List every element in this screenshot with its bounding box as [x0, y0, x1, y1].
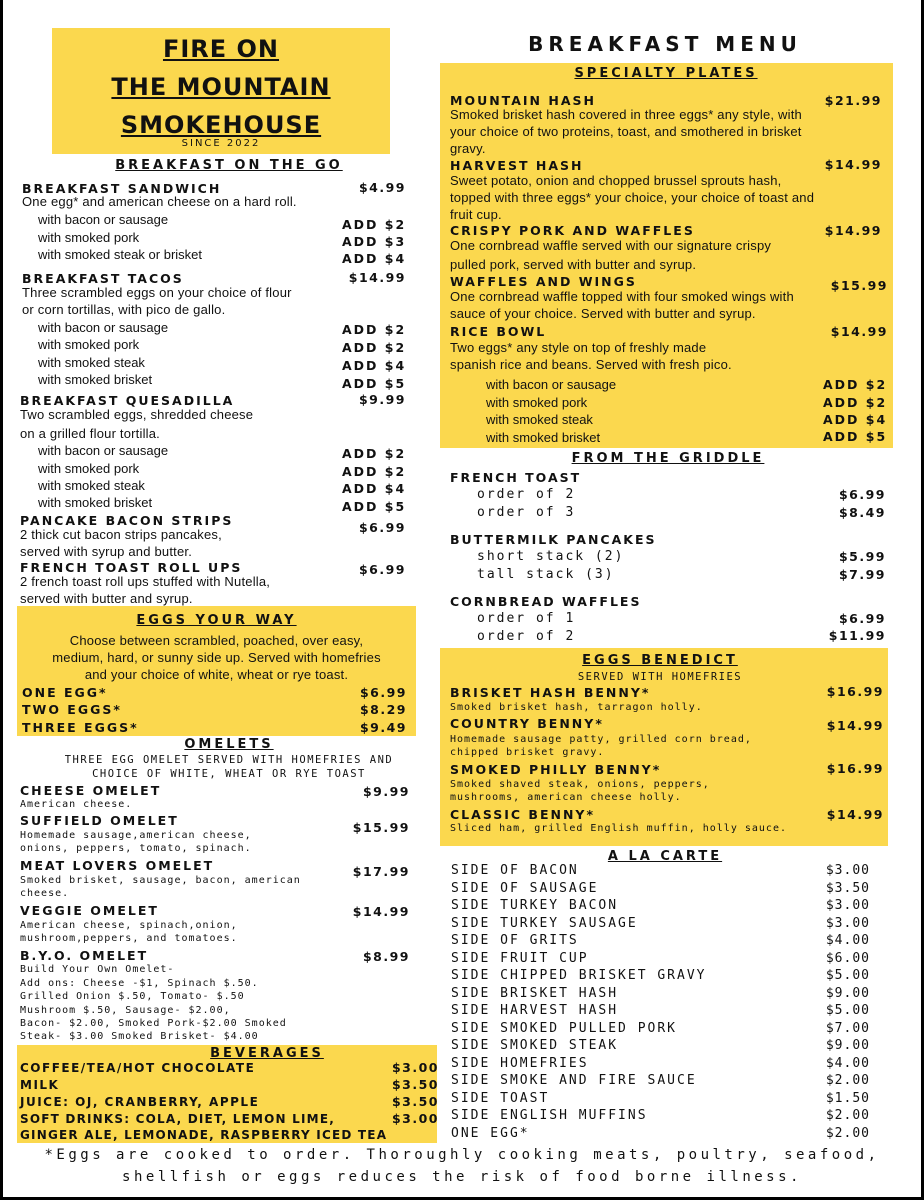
item-desc: Sliced ham, grilled English muffin, holly sauce.	[450, 823, 787, 834]
item-price: $6.99	[358, 562, 406, 577]
item-price: $17.99	[352, 864, 410, 879]
a-la-carte-item-name: SIDE SMOKED PULLED PORK	[451, 1020, 678, 1036]
option-price: ADD $3	[342, 234, 407, 249]
option-price: ADD $2	[823, 395, 888, 410]
option-label: order of 1	[477, 611, 576, 626]
item-name: MEAT LOVERS OMELET	[20, 858, 215, 873]
a-la-carte-item-name: SIDE HARVEST HASH	[451, 1003, 619, 1018]
option-price: ADD $4	[342, 481, 407, 496]
option-label: with smoked brisket	[38, 372, 153, 387]
beverage-name: MILK	[20, 1078, 60, 1092]
item-price: $9.49	[359, 720, 407, 735]
a-la-carte-item-price: $4.00	[825, 933, 870, 948]
option-price: ADD $5	[342, 376, 407, 391]
item-desc: cheese.	[20, 888, 70, 899]
item-desc: One cornbread waffle topped with four smoked wings with	[450, 289, 794, 304]
a-la-carte-item-name: SIDE SMOKED STEAK	[451, 1038, 619, 1053]
item-name: VEGGIE OMELET	[20, 903, 159, 918]
item-price: $14.99	[348, 270, 406, 285]
a-la-carte-item-price: $5.00	[825, 1003, 870, 1018]
footer-disclaimer: shellfish or eggs reduces the risk of food borne illness.	[122, 1169, 802, 1185]
a-la-carte-item-name: SIDE TURKEY SAUSAGE	[451, 915, 638, 931]
item-desc: American cheese.	[20, 799, 133, 810]
eggs-benedict-block	[440, 648, 888, 846]
a-la-carte-item-price: $5.00	[825, 968, 870, 983]
a-la-carte-item-price: $3.00	[825, 898, 870, 913]
item-desc: your choice of two proteins, toast, and smothered in brisket	[450, 124, 802, 139]
section-desc: medium, hard, or sunny side up. Served with homefries	[52, 650, 381, 665]
item-price: $8.99	[362, 949, 410, 964]
option-price: ADD $5	[823, 429, 888, 444]
item-price: $16.99	[826, 761, 884, 776]
item-name: TWO EGGS*	[22, 702, 122, 717]
beverage-price: $3.50	[391, 1094, 439, 1109]
option-price: ADD $4	[823, 412, 888, 427]
a-la-carte-item-name: SIDE HOMEFRIES	[451, 1055, 589, 1071]
a-la-carte-item-price: $1.50	[825, 1090, 870, 1106]
a-la-carte-item-name: SIDE CHIPPED BRISKET GRAVY	[451, 968, 707, 983]
item-price: $14.99	[826, 807, 884, 822]
item-price: $14.99	[824, 223, 882, 238]
item-name: SMOKED PHILLY BENNY*	[450, 762, 662, 777]
option-label: with bacon or sausage	[38, 212, 169, 227]
a-la-carte-item-price: $9.00	[825, 1038, 870, 1053]
section-header-a-la-carte: A LA CARTE	[607, 849, 723, 864]
item-name: CHEESE OMELET	[20, 783, 162, 798]
item-price: $9.99	[362, 784, 410, 799]
item-desc: Steak- $3.00 Smoked Brisket- $4.00	[20, 1031, 259, 1042]
section-header-eggs-your-way: EGGS YOUR WAY	[136, 613, 297, 628]
item-desc: Smoked brisket hash, tarragon holly.	[450, 702, 703, 713]
section-header-omelets: OMELETS	[184, 737, 274, 752]
item-price: $14.99	[826, 718, 884, 733]
a-la-carte-item-name: SIDE ENGLISH MUFFINS	[451, 1108, 648, 1123]
item-name: COUNTRY BENNY*	[450, 716, 604, 731]
item-desc: served with butter and syrup.	[20, 591, 193, 606]
option-price: $8.49	[838, 505, 886, 520]
a-la-carte-item-name: SIDE OF GRITS	[451, 933, 579, 948]
item-desc: Smoked shaved steak, onions, peppers,	[450, 779, 710, 790]
item-name: WAFFLES AND WINGS	[450, 274, 637, 289]
omelets-subtitle: CHOICE OF WHITE, WHEAT OR RYE TOAST	[92, 768, 366, 780]
a-la-carte-item-name: SIDE TURKEY BACON	[451, 898, 619, 913]
item-desc: mushroom,peppers, and tomatoes.	[20, 933, 238, 944]
item-name: HARVEST HASH	[450, 158, 584, 173]
a-la-carte-item-name: SIDE TOAST	[451, 1090, 550, 1106]
item-desc: mushrooms, american cheese holly.	[450, 792, 682, 803]
option-label: with smoked steak	[38, 355, 145, 370]
item-desc: One egg* and american cheese on a hard roll.	[22, 194, 297, 209]
logo-line-2: THE MOUNTAIN	[111, 73, 331, 101]
item-desc: sauce of your choice. Served with butter and syrup.	[450, 306, 756, 321]
logo-line-3: SMOKEHOUSE	[120, 111, 322, 139]
option-price: ADD $2	[342, 217, 407, 232]
item-name: THREE EGGS*	[22, 720, 139, 735]
option-price: ADD $2	[342, 340, 407, 355]
item-name: FRENCH TOAST	[450, 470, 582, 485]
a-la-carte-item-price: $3.50	[825, 880, 870, 896]
option-price: $7.99	[838, 567, 886, 582]
item-price: $14.99	[830, 324, 888, 339]
item-desc: Build Your Own Omelet-	[20, 964, 175, 975]
option-price: ADD $2	[342, 464, 407, 479]
option-label: with smoked pork	[38, 230, 140, 245]
logo-block	[52, 28, 390, 154]
benedict-subtitle: SERVED WITH HOMEFRIES	[577, 671, 743, 683]
section-header-on-the-go: BREAKFAST ON THE GO	[115, 158, 343, 173]
a-la-carte-item-name: SIDE OF BACON	[451, 863, 579, 878]
item-desc: Three scrambled eggs on your choice of flour	[22, 285, 292, 300]
item-name: BREAKFAST QUESADILLA	[20, 393, 235, 408]
beverage-name: COFFEE/TEA/HOT CHOCOLATE	[20, 1061, 256, 1075]
option-price: ADD $4	[342, 358, 407, 373]
item-price: $16.99	[826, 684, 884, 699]
a-la-carte-item-price: $2.00	[825, 1125, 870, 1141]
item-desc: One cornbread waffle served with our signature crispy	[450, 238, 772, 253]
option-label: with smoked brisket	[486, 430, 601, 445]
item-price: $8.29	[359, 702, 407, 717]
option-label: with smoked pork	[38, 337, 140, 352]
option-price: $6.99	[838, 611, 886, 626]
option-label: with bacon or sausage	[38, 443, 169, 458]
item-price: $6.99	[359, 685, 407, 700]
item-price: $15.99	[352, 820, 410, 835]
item-name: CORNBREAD WAFFLES	[450, 594, 642, 609]
option-label: short stack (2)	[477, 549, 625, 564]
item-desc: chipped brisket gravy.	[450, 747, 605, 758]
item-price: $4.99	[358, 180, 406, 195]
a-la-carte-item-price: $2.00	[825, 1108, 870, 1123]
a-la-carte-item-price: $3.00	[825, 915, 870, 931]
item-desc: Mushroom $.50, Sausage- $2.00,	[20, 1005, 231, 1016]
page-title: BREAKFAST MENU	[528, 32, 802, 56]
item-desc: Homemade sausage patty, grilled corn bread,	[450, 734, 752, 745]
beverage-price: $3.00	[391, 1060, 439, 1075]
item-desc: Two scrambled eggs, shredded cheese	[20, 407, 254, 422]
option-price: ADD $4	[342, 251, 407, 266]
item-name: ONE EGG*	[22, 685, 108, 700]
section-desc: and your choice of white, wheat or rye toast.	[84, 667, 349, 682]
option-label: order of 2	[477, 487, 576, 502]
section-header-griddle: FROM THE GRIDDLE	[571, 451, 765, 466]
beverage-name: JUICE: OJ, CRANBERRY, APPLE	[20, 1095, 260, 1109]
section-header-specialty: SPECIALTY PLATES	[574, 66, 758, 81]
beverage-price: $3.00	[391, 1111, 439, 1126]
item-name: BRISKET HASH BENNY*	[450, 685, 651, 700]
beverage-price: $3.50	[391, 1077, 439, 1092]
a-la-carte-item-price: $7.00	[825, 1020, 870, 1036]
item-desc: onions, peppers, tomato, spinach.	[20, 843, 252, 854]
specialty-plates-block	[440, 63, 893, 448]
section-desc: Choose between scrambled, poached, over easy,	[69, 633, 364, 648]
item-price: $6.99	[358, 520, 406, 535]
eggs-your-way-block	[17, 606, 416, 736]
item-desc: fruit cup.	[450, 207, 502, 222]
item-desc: Homemade sausage,american cheese,	[20, 830, 252, 841]
item-desc: Smoked brisket hash covered in three eggs* any style, with	[450, 107, 802, 122]
item-desc: 2 thick cut bacon strips pancakes,	[20, 527, 222, 542]
beverage-name: SOFT DRINKS: COLA, DIET, LEMON LIME,	[20, 1112, 335, 1126]
item-name: MOUNTAIN HASH	[450, 93, 596, 108]
section-header-beverages: BEVERAGES	[210, 1046, 324, 1061]
option-label: order of 2	[477, 629, 576, 644]
a-la-carte-item-price: $9.00	[825, 985, 870, 1001]
since-label: SINCE 2022	[181, 138, 261, 149]
item-desc: Add ons: Cheese -$1, Spinach $.50.	[20, 978, 259, 989]
section-header-benedict: EGGS BENEDICT	[582, 653, 738, 668]
item-desc: Bacon- $2.00, Smoked Pork-$2.00 Smoked	[20, 1018, 287, 1029]
option-label: with bacon or sausage	[38, 320, 169, 335]
item-name: FRENCH TOAST ROLL UPS	[20, 560, 243, 575]
option-price: $6.99	[838, 487, 886, 502]
option-label: with smoked steak	[38, 478, 145, 493]
option-label: with smoked steak	[486, 412, 593, 427]
item-desc: Two eggs* any style on top of freshly made	[450, 340, 707, 355]
a-la-carte-item-price: $6.00	[825, 950, 870, 966]
item-desc: Sweet potato, onion and chopped brussel sprouts hash,	[450, 173, 782, 188]
option-price: ADD $2	[342, 322, 407, 337]
item-price: $14.99	[352, 904, 410, 919]
a-la-carte-item-name: SIDE FRUIT CUP	[451, 950, 589, 966]
option-label: tall stack (3)	[477, 567, 615, 582]
item-price: $14.99	[824, 157, 882, 172]
a-la-carte-item-price: $2.00	[825, 1073, 870, 1088]
option-price: $11.99	[828, 628, 886, 643]
item-desc: topped with three eggs* your choice, your choice of toast and	[450, 190, 815, 205]
item-desc: American cheese, spinach,onion,	[20, 920, 238, 931]
item-desc: Grilled Onion $.50, Tomato- $.50	[20, 991, 245, 1002]
footer-disclaimer: *Eggs are cooked to order. Thoroughly cooking meats, poultry, seafood,	[44, 1147, 880, 1163]
item-desc: on a grilled flour tortilla.	[20, 426, 160, 441]
item-desc: or corn tortillas, with pico de gallo.	[22, 302, 226, 317]
item-name: BREAKFAST SANDWICH	[22, 181, 222, 196]
option-label: with smoked pork	[486, 395, 588, 410]
item-desc: Smoked brisket, sausage, bacon, american	[20, 875, 301, 886]
item-name: BUTTERMILK PANCAKES	[450, 532, 657, 547]
item-name: B.Y.O. OMELET	[20, 948, 149, 963]
a-la-carte-item-price: $3.00	[825, 863, 870, 878]
item-price: $15.99	[830, 278, 888, 293]
option-label: with smoked steak or brisket	[38, 247, 203, 262]
item-name: BREAKFAST TACOS	[22, 271, 184, 286]
item-name: PANCAKE BACON STRIPS	[20, 513, 234, 528]
item-desc: 2 french toast roll ups stuffed with Nutella,	[20, 574, 271, 589]
item-desc: gravy.	[450, 141, 486, 156]
option-price: ADD $2	[823, 377, 888, 392]
item-name: CLASSIC BENNY*	[450, 807, 596, 822]
option-label: order of 3	[477, 505, 576, 520]
option-price: $5.99	[838, 549, 886, 564]
item-price: $9.99	[358, 392, 406, 407]
a-la-carte-item-name: SIDE SMOKE AND FIRE SAUCE	[451, 1073, 697, 1088]
beverages-block	[17, 1045, 437, 1143]
omelets-subtitle: THREE EGG OMELET SERVED WITH HOMEFRIES AND	[64, 754, 394, 766]
a-la-carte-item-price: $4.00	[825, 1055, 870, 1071]
item-price: $21.99	[824, 93, 882, 108]
a-la-carte-item-name: SIDE BRISKET HASH	[451, 985, 619, 1001]
item-desc: served with syrup and butter.	[20, 544, 193, 559]
item-name: RICE BOWL	[450, 324, 547, 339]
option-label: with smoked pork	[38, 461, 140, 476]
a-la-carte-item-name: ONE EGG*	[451, 1125, 530, 1141]
item-name: CRISPY PORK AND WAFFLES	[450, 223, 695, 238]
option-label: with bacon or sausage	[486, 377, 617, 392]
logo-line-1: FIRE ON	[162, 35, 280, 63]
beverage-name: GINGER ALE, LEMONADE, RASPBERRY ICED TEA	[20, 1128, 388, 1142]
a-la-carte-item-name: SIDE OF SAUSAGE	[451, 880, 599, 896]
item-name: SUFFIELD OMELET	[20, 813, 179, 828]
option-label: with smoked brisket	[38, 495, 153, 510]
item-desc: spanish rice and beans. Served with fresh pico.	[450, 357, 732, 372]
option-price: ADD $2	[342, 446, 407, 461]
option-price: ADD $5	[342, 499, 407, 514]
item-desc: pulled pork, served with butter and syrup.	[450, 257, 697, 272]
